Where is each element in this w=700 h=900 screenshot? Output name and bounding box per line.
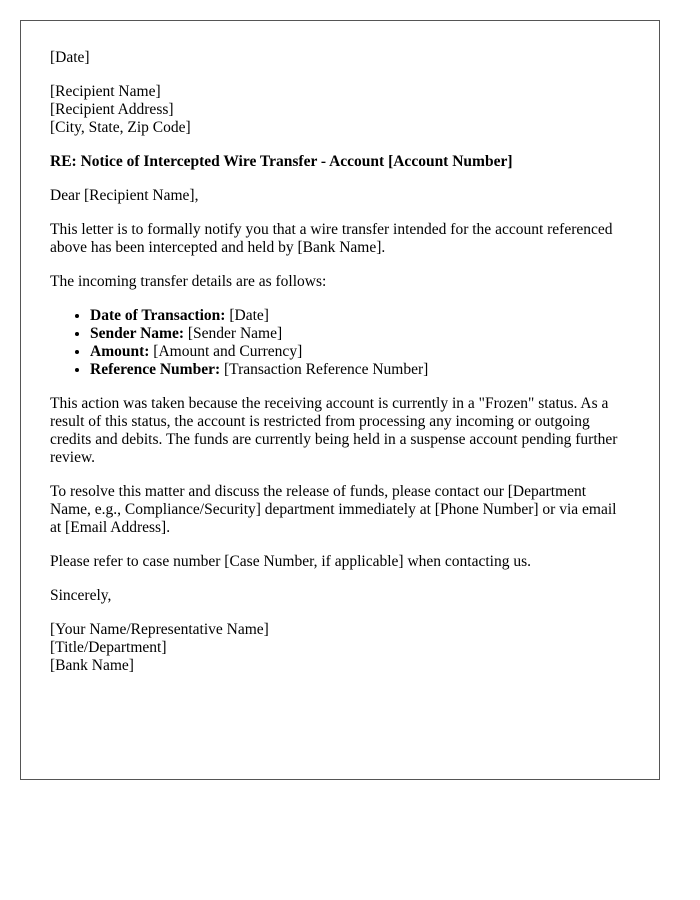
detail-value: [Sender Name] bbox=[184, 325, 283, 342]
detail-label: Sender Name: bbox=[90, 325, 184, 342]
detail-label: Date of Transaction: bbox=[90, 307, 226, 324]
signature-bank: [Bank Name] bbox=[50, 657, 134, 674]
detail-label: Amount: bbox=[90, 343, 150, 360]
signature-title: [Title/Department] bbox=[50, 639, 167, 656]
details-intro: The incoming transfer details are as follows: bbox=[50, 273, 327, 290]
signature-name: [Your Name/Representative Name] bbox=[50, 621, 269, 638]
detail-item-sender bbox=[90, 325, 630, 343]
detail-value: [Date] bbox=[225, 307, 269, 324]
letter-page bbox=[20, 20, 660, 780]
recipient-city-state-zip: [City, State, Zip Code] bbox=[50, 119, 191, 136]
signature-block bbox=[50, 621, 630, 675]
detail-item-amount bbox=[90, 343, 630, 361]
resolution-paragraph: To resolve this matter and discuss the release of funds, please contact our [Department Name, e.g., Compliance/Security] department immediately at [Phone Number] or via email at [Email Address]. bbox=[50, 483, 617, 536]
detail-value: [Amount and Currency] bbox=[149, 343, 303, 360]
recipient-name: [Recipient Name] bbox=[50, 83, 161, 100]
intro-paragraph: This letter is to formally notify you that a wire transfer intended for the account referenced above has been intercepted and held by [Bank Name]. bbox=[50, 221, 613, 256]
recipient-block bbox=[50, 83, 630, 137]
closing: Sincerely, bbox=[50, 587, 112, 604]
detail-item-reference bbox=[90, 361, 630, 379]
detail-item-date bbox=[90, 307, 630, 325]
case-reference-paragraph: Please refer to case number [Case Number, if applicable] when contacting us. bbox=[50, 553, 531, 570]
recipient-address: [Recipient Address] bbox=[50, 101, 174, 118]
subject-line: RE: Notice of Intercepted Wire Transfer - Account [Account Number] bbox=[50, 153, 513, 170]
detail-value: [Transaction Reference Number] bbox=[220, 361, 429, 378]
detail-label: Reference Number: bbox=[90, 361, 221, 378]
salutation: Dear [Recipient Name], bbox=[50, 187, 199, 204]
letter-date: [Date] bbox=[50, 49, 90, 66]
reason-paragraph: This action was taken because the receiving account is currently in a "Frozen" status. As a result of this status, the account is restricted from processing any incoming or outgoing credits and debits. The funds are currently being held in a suspense account pending further review. bbox=[50, 395, 618, 466]
transfer-details-list bbox=[50, 307, 630, 379]
